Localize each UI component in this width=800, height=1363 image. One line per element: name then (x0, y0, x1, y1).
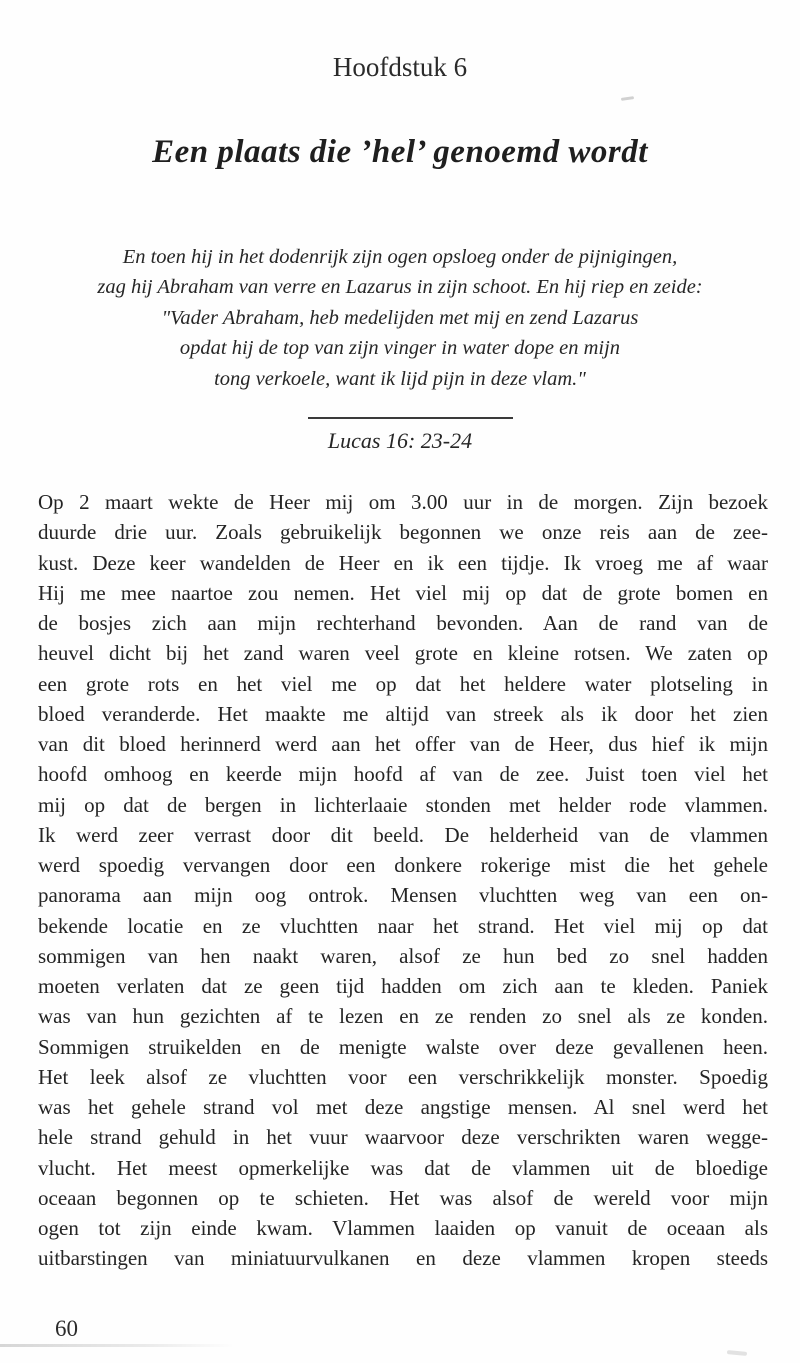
body-text-line: mij op dat de bergen in lichterlaaie stonden met helder rode vlammen. (38, 792, 768, 817)
body-text-line: hoofd omhoog en keerde mijn hoofd af van de zee. Juist toen viel het (38, 762, 768, 787)
epigraph-line: tong verkoele, want ik lijd pijn in deze vlam." (214, 367, 586, 390)
epigraph-source: Lucas 16: 23-24 (327, 428, 473, 453)
epigraph-divider-rule (308, 417, 513, 419)
scan-artifact-bottom-left (0, 1344, 235, 1347)
body-text-line: was van hun gezichten af te lezen en ze renden zo snel als ze konden. (38, 1004, 768, 1029)
body-text-line: een grote rots en het viel me op dat het heldere water plotseling in (38, 671, 768, 696)
body-text-line: vlucht. Het meest opmerkelijke was dat de vlammen uit de bloedige (38, 1155, 768, 1180)
epigraph-quote (40, 242, 760, 394)
scan-artifact-bottom-right (727, 1350, 747, 1356)
scan-artifact-top-right (621, 96, 634, 101)
body-text-line: was het gehele strand vol met deze angstige mensen. Al snel werd het (38, 1095, 768, 1119)
body-text-line: duurde drie uur. Zoals gebruikelijk begonnen we onze reis aan de zee- (38, 520, 768, 545)
body-text-line: kust. Deze keer wandelden de Heer en ik een tijdje. Ik vroeg me af waar (38, 550, 768, 575)
epigraph-line: zag hij Abraham van verre en Lazarus in zijn schoot. En hij riep en zeide: (97, 276, 703, 299)
body-text-line: oceaan begonnen op te schieten. Het was alsof de wereld voor mijn (38, 1185, 768, 1210)
body-text-line: heuvel dicht bij het zand waren veel grote en kleine rotsen. We zaten op (38, 641, 768, 666)
epigraph-line: opdat hij de top van zijn vinger in water dope en mijn (179, 337, 621, 360)
body-text-line: Ik werd zeer verrast door dit beeld. De helderheid van de vlammen (38, 822, 768, 847)
body-text-line: bekende locatie en ze vluchtten naar het strand. Het viel mij op dat (38, 913, 768, 938)
body-text-line: van dit bloed herinnerd werd aan het offer van de Heer, dus hief ik mijn (38, 732, 768, 756)
body-text-line: ogen tot zijn einde kwam. Vlammen laaiden op vanuit de oceaan als (38, 1216, 768, 1240)
page-number: 60 (55, 1316, 78, 1341)
body-paragraph (38, 487, 768, 1274)
body-text-line: Hij me mee naartoe zou nemen. Het viel mij op dat de grote bomen en (38, 580, 768, 605)
chapter-label: Hoofdstuk 6 (332, 52, 468, 82)
body-text-line: panorama aan mijn oog ontrok. Mensen vluchtten weg van een on- (38, 883, 768, 908)
epigraph-line: "Vader Abraham, heb medelijden met mij en zend Lazarus (161, 306, 639, 329)
body-text-line: werd spoedig vervangen door een donkere rokerige mist die het gehele (38, 853, 768, 877)
body-text-line: moeten verlaten dat ze geen tijd hadden om zich aan te kleden. Paniek (38, 974, 768, 998)
body-text-line: Op 2 maart wekte de Heer mij om 3.00 uur in de morgen. Zijn bezoek (38, 490, 768, 514)
epigraph-line: En toen hij in het dodenrijk zijn ogen opsloeg onder de pijnigingen, (122, 246, 678, 268)
body-text-line: sommigen van hen naakt waren, alsof ze hun bed zo snel hadden (38, 943, 768, 968)
page-title: Een plaats die ’hel’ genoemd wordt (152, 134, 648, 170)
body-text-line: uitbarstingen van miniatuurvulkanen en deze vlammen kropen steeds (38, 1246, 768, 1271)
body-text-line: hele strand gehuld in het vuur waarvoor deze verschrikten waren wegge- (38, 1125, 768, 1150)
body-text-line: Sommigen struikelden en de menigte walste over deze gevallenen heen. (38, 1034, 768, 1059)
body-text-line: de bosjes zich aan mijn rechterhand bevonden. Aan de rand van de (38, 611, 768, 635)
body-text-line: bloed veranderde. Het maakte me altijd van streek als ik door het zien (38, 701, 768, 726)
body-text-line: Het leek alsof ze vluchtten voor een verschrikkelijk monster. Spoedig (38, 1064, 768, 1089)
